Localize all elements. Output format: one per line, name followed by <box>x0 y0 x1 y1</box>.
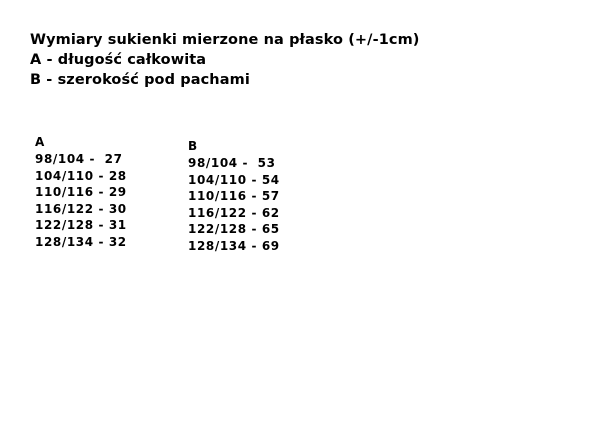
column-a-row: 128/134 - 32 <box>35 234 127 249</box>
column-a-row: 98/104 - 27 <box>35 152 123 166</box>
header-legend-b: B - szerokość pod pachami <box>30 72 250 88</box>
column-b-row: 128/134 - 69 <box>188 238 280 253</box>
measurement-header <box>30 30 420 90</box>
column-a-label: A <box>35 135 45 149</box>
column-a-row: 116/122 - 30 <box>35 201 127 216</box>
column-b-row: 122/128 - 65 <box>188 222 280 236</box>
column-b-row: 110/116 - 57 <box>188 189 280 203</box>
header-title: Wymiary sukienki mierzone na płasko (+/-1cm) <box>30 32 420 48</box>
header-legend-a: A - długość całkowita <box>30 52 207 68</box>
column-b-row: 104/110 - 54 <box>188 172 280 187</box>
column-a <box>35 134 127 250</box>
column-a-row: 110/116 - 29 <box>35 185 127 199</box>
column-a-row: 104/110 - 28 <box>35 168 127 183</box>
column-a-row: 122/128 - 31 <box>35 218 127 232</box>
column-b-row: 116/122 - 62 <box>188 205 280 220</box>
column-b <box>188 138 280 254</box>
column-b-row: 98/104 - 53 <box>188 156 276 170</box>
column-b-label: B <box>188 139 198 153</box>
